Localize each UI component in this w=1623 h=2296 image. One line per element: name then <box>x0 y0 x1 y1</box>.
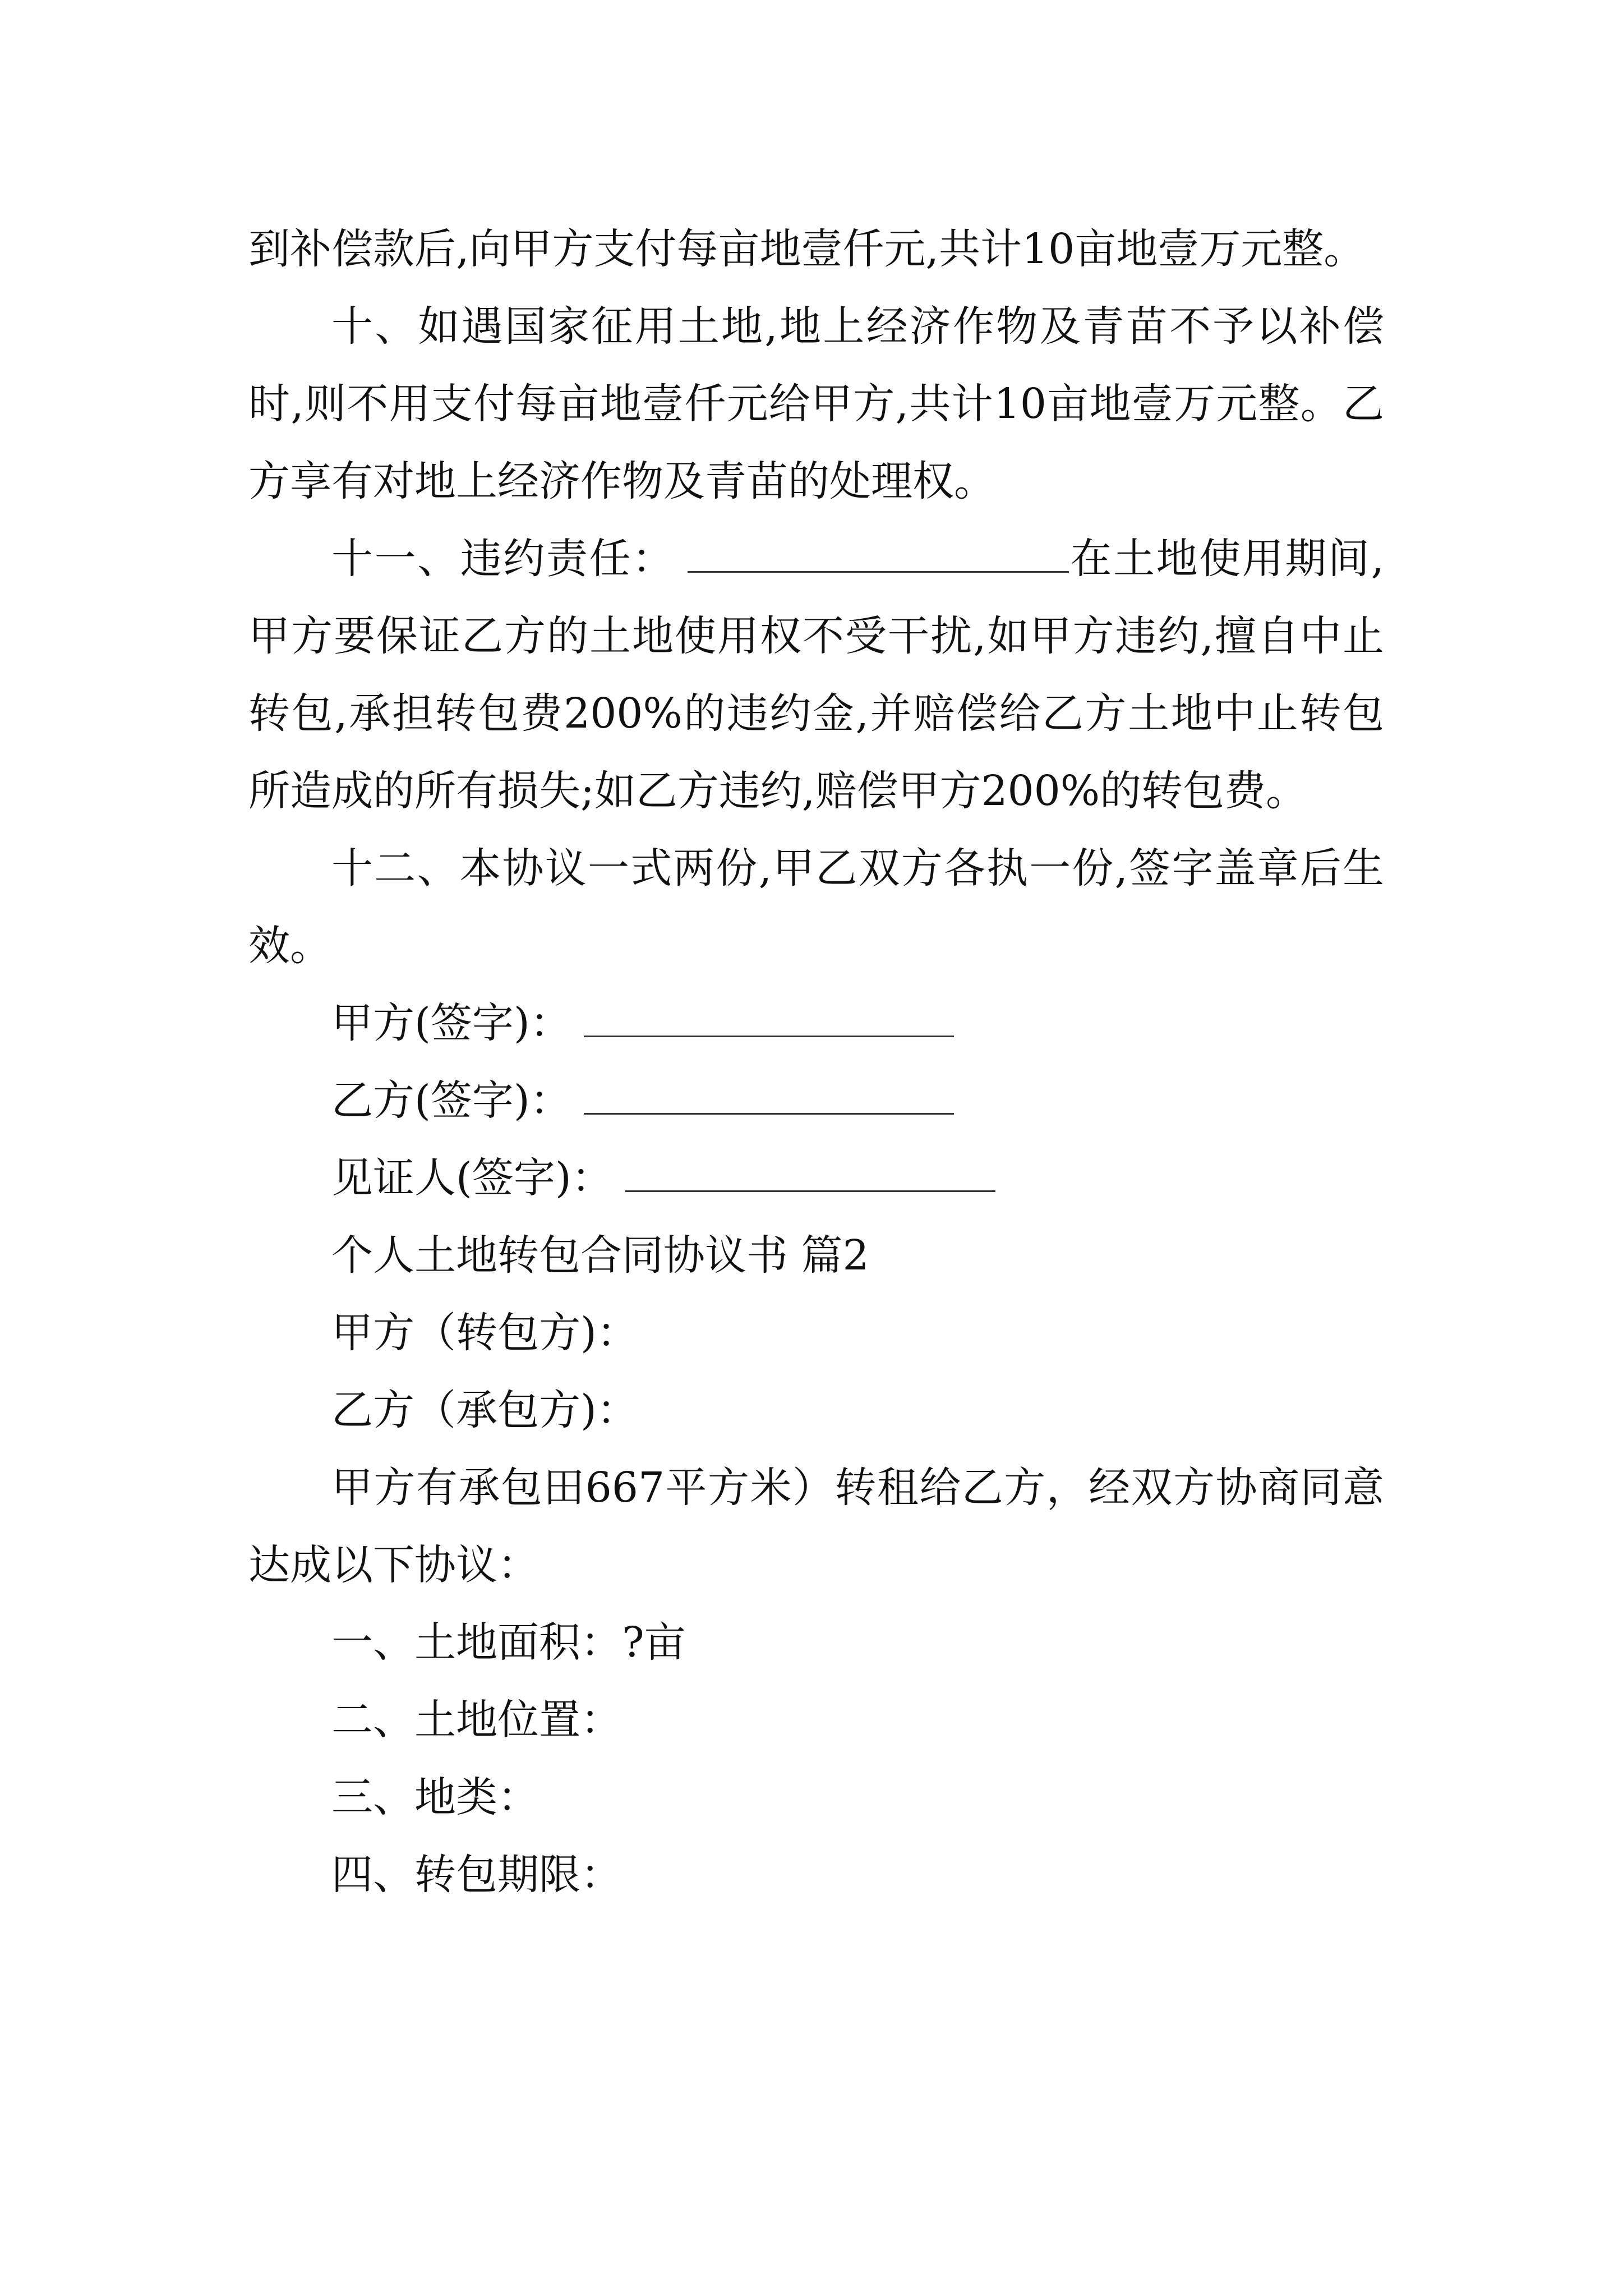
section2-item-area: 一、土地面积：?亩 <box>331 1618 686 1667</box>
section2-party-b: 乙方（承包方)： <box>331 1386 638 1434</box>
signature-party-a <box>248 984 1384 1062</box>
clause-eleven-label: 十一、违约责任： <box>331 535 675 583</box>
signature-witness-blank[interactable] <box>625 1151 995 1192</box>
section2-intro: 甲方有承包田667平方米）转租给乙方，经双方协商同意达成以下协议： <box>248 1464 1384 1589</box>
paragraph-continuation: 到补偿款后,向甲方支付每亩地壹仟元,共计10亩地壹万元整。 <box>248 225 1366 273</box>
breach-liability-blank[interactable] <box>688 532 1069 573</box>
signature-witness-label: 见证人(签字)： <box>331 1154 613 1202</box>
paragraph-clause-ten: 十、如遇国家征用土地,地上经济作物及青苗不予以补偿时,则不用支付每亩地壹仟元给甲方,共计10亩地壹万元整。乙方享有对地上经济作物及青苗的处理权。 <box>248 302 1384 505</box>
section2-item-term: 四、转包期限： <box>331 1851 622 1899</box>
section2-party-a: 甲方（转包方)： <box>331 1309 638 1357</box>
section2-title: 个人土地转包合同协议书 篇2 <box>331 1231 869 1280</box>
paragraph-clause-eleven <box>248 520 1384 830</box>
clause-eleven-text: 在土地使用期间,甲方要保证乙方的土地使用权不受干扰,如甲方违约,擅自中止转包,承担转包费200%的违约金,并赔偿给乙方土地中止转包所造成的所有损失;如乙方违约,赔偿甲方200%的转包费。 <box>248 535 1384 815</box>
section2-item-land-type: 三、地类： <box>331 1773 539 1821</box>
section2-item-location: 二、土地位置： <box>331 1696 622 1744</box>
signature-party-a-blank[interactable] <box>584 996 954 1037</box>
signature-witness <box>248 1139 1384 1217</box>
signature-party-b-label: 乙方(签字)： <box>331 1076 571 1125</box>
document-body <box>248 210 1384 1913</box>
signature-party-a-label: 甲方(签字)： <box>331 999 571 1047</box>
signature-party-b <box>248 1062 1384 1139</box>
paragraph-clause-twelve: 十二、本协议一式两份,甲乙双方各执一份,签字盖章后生效。 <box>248 844 1384 970</box>
signature-party-b-blank[interactable] <box>584 1074 954 1115</box>
